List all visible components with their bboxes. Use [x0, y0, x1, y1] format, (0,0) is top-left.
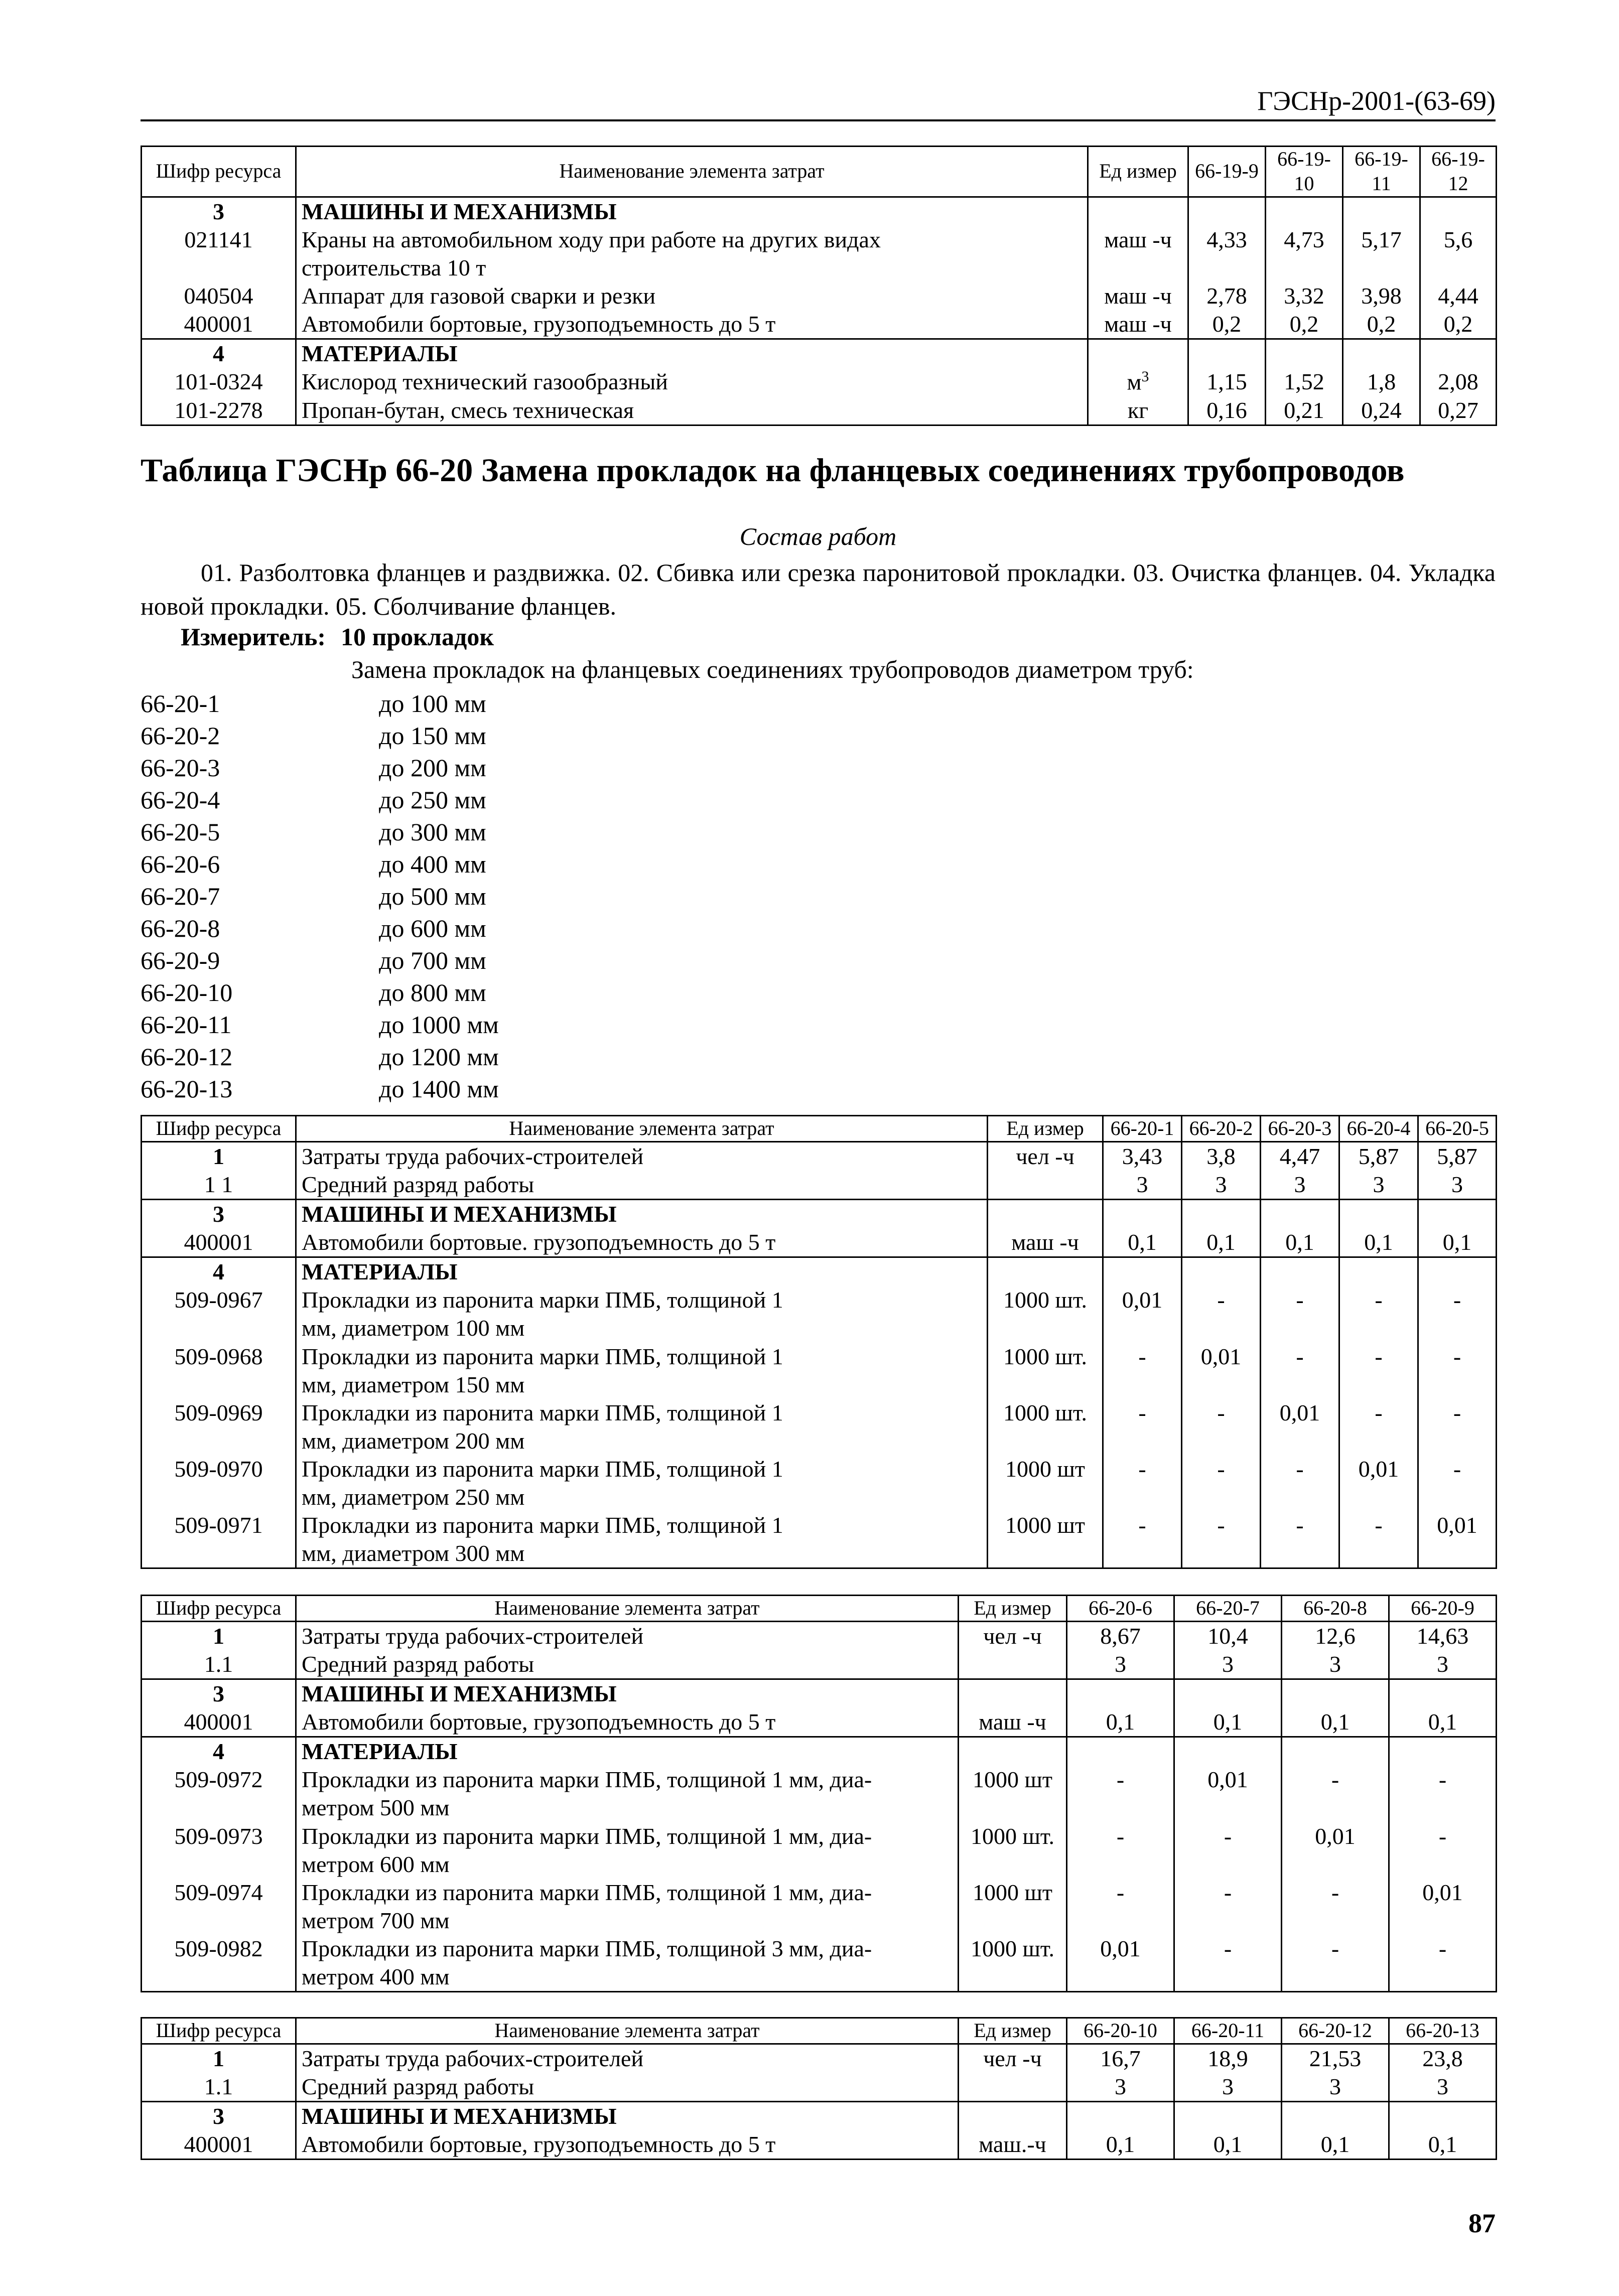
resource-code: 509-0974	[142, 1879, 296, 1935]
table-row	[142, 1141, 1497, 1171]
table-row	[142, 1343, 1497, 1399]
header-code: Шифр ресурса	[142, 147, 296, 197]
value-cell: 0,1	[1418, 1228, 1497, 1257]
works-composition-text: 01. Разболтовка фланцев и раздвижка. 02. Сбивка или срезка паронитовой прокладки. 03. Очистка фланцев. 04. Укладка новой прокладки. 05. Сболчивание фланцев.	[141, 558, 1496, 620]
value-cell: 5,87	[1418, 1141, 1497, 1171]
resource-code: 1.1	[142, 2073, 296, 2102]
section-name: МАТЕРИАЛЫ	[296, 339, 1088, 368]
value-cell: 0,1	[1182, 1228, 1261, 1257]
value-cell: -	[1282, 1766, 1389, 1822]
resource-table-66-19	[141, 146, 1497, 426]
list-item: 66-20-6 до 400 мм	[141, 850, 486, 878]
value-cell: -	[1182, 1455, 1261, 1511]
value-cell: -	[1182, 1286, 1261, 1342]
value-cell: -	[1418, 1343, 1497, 1399]
section-code: 4	[142, 339, 296, 368]
resource-name: Средний разряд работы	[296, 1171, 988, 1200]
resource-code: 400001	[142, 1708, 296, 1737]
resource-code: 1	[142, 1621, 296, 1650]
value-cell: -	[1174, 1935, 1282, 1992]
resource-code: 509-0970	[142, 1455, 296, 1511]
value-cell: 12,6	[1282, 1621, 1389, 1650]
header-col: 66-20-11	[1174, 2018, 1282, 2044]
section-row	[142, 1200, 1497, 1229]
value-cell: -	[1103, 1343, 1182, 1399]
value-cell: -	[1067, 1879, 1174, 1935]
resource-unit: 1000 шт.	[988, 1399, 1103, 1455]
value-cell: 5,87	[1339, 1141, 1418, 1171]
list-item: 66-20-1 до 100 мм	[141, 689, 486, 718]
resource-code: 101-2278	[142, 396, 296, 425]
resource-code: 509-0971	[142, 1511, 296, 1568]
value-cell: -	[1389, 1822, 1497, 1879]
table-row	[142, 1511, 1497, 1568]
resource-code: 1	[142, 2044, 296, 2073]
resource-table-66-20-a	[141, 1115, 1497, 1569]
resource-code: 1 1	[142, 1171, 296, 1200]
value-cell: 0,1	[1282, 1708, 1389, 1737]
table-row	[142, 368, 1497, 396]
header-col: 66-20-6	[1067, 1596, 1174, 1622]
table-row	[142, 1228, 1497, 1257]
resource-unit: маш -ч	[1088, 282, 1188, 310]
header-col: 66-20-1	[1103, 1116, 1182, 1142]
resource-table-66-20-b	[141, 1595, 1497, 1992]
table-row	[142, 1455, 1497, 1511]
value-cell: 0,01	[1261, 1399, 1339, 1455]
value-cell: 16,7	[1067, 2044, 1174, 2073]
value-cell: -	[1261, 1511, 1339, 1568]
section-row	[142, 1737, 1497, 1766]
section-code: 3	[142, 1679, 296, 1708]
list-item: 66-20-11 до 1000 мм	[141, 1011, 499, 1039]
measurement-unit	[181, 622, 509, 651]
value-cell: 0,27	[1420, 396, 1497, 425]
resource-name: Автомобили бортовые, грузоподъемность до 5 т	[296, 2130, 959, 2160]
header-col: 66-20-10	[1067, 2018, 1174, 2044]
list-item: 66-20-4 до 250 мм	[141, 786, 486, 814]
resource-code: 040504	[142, 282, 296, 310]
value-cell: -	[1174, 1822, 1282, 1879]
section-row	[142, 197, 1497, 226]
resource-name: Аппарат для газовой сварки и резки	[296, 282, 1088, 310]
resource-name: Средний разряд работы	[296, 1650, 959, 1679]
header-name: Наименование элемента затрат	[296, 1116, 988, 1142]
value-cell: 0,2	[1266, 310, 1343, 339]
value-cell: 0,2	[1188, 310, 1266, 339]
table-row	[142, 1766, 1497, 1822]
resource-code: 509-0973	[142, 1822, 296, 1879]
table-row	[142, 1935, 1497, 1992]
header-col: 66-19-9	[1188, 147, 1266, 197]
header-col: 66-20-7	[1174, 1596, 1282, 1622]
table-row	[142, 1621, 1497, 1650]
resource-name: Прокладки из паронита марки ПМБ, толщиной 1 мм, диа- метром 500 мм	[296, 1766, 959, 1822]
value-cell: -	[1067, 1822, 1174, 1879]
value-cell: 3	[1174, 2073, 1282, 2102]
section-code: 4	[142, 1737, 296, 1766]
value-cell: 4,73	[1266, 226, 1343, 282]
section-row	[142, 1257, 1497, 1286]
resource-unit: 1000 шт	[959, 1879, 1067, 1935]
value-cell: -	[1261, 1455, 1339, 1511]
value-cell: 0,2	[1343, 310, 1420, 339]
resource-name: Прокладки из паронита марки ПМБ, толщиной 1 мм, диаметром 200 мм	[296, 1399, 988, 1455]
value-cell: 0,21	[1266, 396, 1343, 425]
value-cell: 5,17	[1343, 226, 1420, 282]
resource-unit: кг	[1088, 396, 1188, 425]
value-cell: 3	[1389, 1650, 1497, 1679]
value-cell: 4,47	[1261, 1141, 1339, 1171]
list-item: 66-20-2 до 150 мм	[141, 722, 486, 750]
value-cell: 18,9	[1174, 2044, 1282, 2073]
resource-unit: 1000 шт.	[959, 1822, 1067, 1879]
value-cell: -	[1282, 1935, 1389, 1992]
resource-unit	[959, 2073, 1067, 2102]
value-cell: -	[1418, 1286, 1497, 1342]
table-row	[142, 1171, 1497, 1200]
value-cell: 23,8	[1389, 2044, 1497, 2073]
value-cell: 3	[1174, 1650, 1282, 1679]
table-row	[142, 226, 1497, 282]
resource-code: 400001	[142, 2130, 296, 2160]
value-cell: 2,08	[1420, 368, 1497, 396]
value-cell: 0,01	[1389, 1879, 1497, 1935]
value-cell: -	[1418, 1455, 1497, 1511]
value-cell: 0,1	[1103, 1228, 1182, 1257]
value-cell: 4,44	[1420, 282, 1497, 310]
table-header-row	[142, 1596, 1497, 1622]
section-row	[142, 339, 1497, 368]
norm-list-intro: Замена прокладок на фланцевых соединениях трубопроводов диаметром труб:	[351, 655, 1194, 683]
value-cell: -	[1389, 1935, 1497, 1992]
header-col: 66-20-13	[1389, 2018, 1497, 2044]
list-item: 66-20-10 до 800 мм	[141, 978, 486, 1007]
value-cell: 0,1	[1261, 1228, 1339, 1257]
value-cell: 0,01	[1182, 1343, 1261, 1399]
value-cell: 3	[1103, 1171, 1182, 1200]
page-number: 87	[1468, 2208, 1496, 2238]
header-name: Наименование элемента затрат	[296, 147, 1088, 197]
header-code: Шифр ресурса	[142, 2018, 296, 2044]
table-row	[142, 1708, 1497, 1737]
value-cell: 0,1	[1067, 1708, 1174, 1737]
section-code: 3	[142, 197, 296, 226]
resource-name: Прокладки из паронита марки ПМБ, толщиной 3 мм, диа- метром 400 мм	[296, 1935, 959, 1992]
meter-value: 10 прокладок	[341, 623, 494, 651]
section-name: МАШИНЫ И МЕХАНИЗМЫ	[296, 1200, 988, 1229]
value-cell: 4,33	[1188, 226, 1266, 282]
resource-code: 101-0324	[142, 368, 296, 396]
value-cell: 0,1	[1174, 1708, 1282, 1737]
table-row	[142, 1650, 1497, 1679]
value-cell: 3	[1282, 2073, 1389, 2102]
value-cell: 0,1	[1389, 2130, 1497, 2160]
table-row	[142, 1879, 1497, 1935]
resource-name: Прокладки из паронита марки ПМБ, толщиной 1 мм, диа- метром 700 мм	[296, 1879, 959, 1935]
header-col: 66-20-3	[1261, 1116, 1339, 1142]
section-row	[142, 2102, 1497, 2131]
table-row	[142, 310, 1497, 339]
resource-name: Краны на автомобильном ходу при работе на других видах строительства 10 т	[296, 226, 1088, 282]
section-name: МАТЕРИАЛЫ	[296, 1737, 959, 1766]
value-cell: 3	[1067, 2073, 1174, 2102]
table-row	[142, 2073, 1497, 2102]
resource-name: Кислород технический газообразный	[296, 368, 1088, 396]
resource-unit: 1000 шт.	[959, 1935, 1067, 1992]
header-unit: Ед измер	[959, 2018, 1067, 2044]
resource-name: Прокладки из паронита марки ПМБ, толщиной 1 мм, диаметром 300 мм	[296, 1511, 988, 1568]
value-cell: 3,43	[1103, 1141, 1182, 1171]
value-cell: 0,24	[1343, 396, 1420, 425]
section-name: МАШИНЫ И МЕХАНИЗМЫ	[296, 2102, 959, 2131]
resource-unit: 1000 шт	[988, 1511, 1103, 1568]
value-cell: 21,53	[1282, 2044, 1389, 2073]
header-unit: Ед измер	[959, 1596, 1067, 1622]
value-cell: 5,6	[1420, 226, 1497, 282]
table-row	[142, 1399, 1497, 1455]
value-cell: 1,52	[1266, 368, 1343, 396]
value-cell: 1,8	[1343, 368, 1420, 396]
header-col: 66-19-10	[1266, 147, 1343, 197]
norm-code-list	[141, 687, 499, 1105]
resource-unit: $м^3$	[1088, 368, 1188, 396]
table-row	[142, 1286, 1497, 1342]
resource-unit: маш -ч	[1088, 310, 1188, 339]
list-item: 66-20-9 до 700 мм	[141, 946, 486, 974]
resource-unit: чел -ч	[959, 2044, 1067, 2073]
value-cell: -	[1182, 1399, 1261, 1455]
table-row	[142, 1822, 1497, 1879]
resource-unit	[959, 1650, 1067, 1679]
value-cell: 2,78	[1188, 282, 1266, 310]
header-col: 66-20-5	[1418, 1116, 1497, 1142]
resource-name: Прокладки из паронита марки ПМБ, толщиной 1 мм, диаметром 150 мм	[296, 1343, 988, 1399]
header-col: 66-20-8	[1282, 1596, 1389, 1622]
value-cell: 3	[1182, 1171, 1261, 1200]
value-cell: -	[1174, 1879, 1282, 1935]
value-cell: 3	[1339, 1171, 1418, 1200]
table-header-row	[142, 2018, 1497, 2044]
value-cell: 3	[1067, 1650, 1174, 1679]
value-cell: 0,01	[1418, 1511, 1497, 1568]
list-item: 66-20-13 до 1400 мм	[141, 1075, 499, 1103]
header-code: Шифр ресурса	[142, 1596, 296, 1622]
list-item: 66-20-8 до 600 мм	[141, 914, 486, 942]
resource-unit: 1000 шт.	[988, 1343, 1103, 1399]
resource-unit: чел -ч	[988, 1141, 1103, 1171]
resource-code: 400001	[142, 1228, 296, 1257]
header-unit: Ед измер	[1088, 147, 1188, 197]
list-item: 66-20-5 до 300 мм	[141, 818, 486, 846]
section-name: МАТЕРИАЛЫ	[296, 1257, 988, 1286]
header-col: 66-20-4	[1339, 1116, 1418, 1142]
value-cell: -	[1339, 1343, 1418, 1399]
value-cell: 0,16	[1188, 396, 1266, 425]
resource-name: Автомобили бортовые, грузоподъемность до 5 т	[296, 1708, 959, 1737]
resource-code: 509-0967	[142, 1286, 296, 1342]
value-cell: 3	[1282, 1650, 1389, 1679]
value-cell: 3	[1418, 1171, 1497, 1200]
value-cell: 3	[1261, 1171, 1339, 1200]
header-name: Наименование элемента затрат	[296, 1596, 959, 1622]
resource-unit	[988, 1171, 1103, 1200]
value-cell: 0,1	[1174, 2130, 1282, 2160]
resource-name: Прокладки из паронита марки ПМБ, толщиной 1 мм, диаметром 100 мм	[296, 1286, 988, 1342]
list-item: 66-20-12 до 1200 мм	[141, 1043, 499, 1071]
resource-name: Автомобили бортовые, грузоподъемность до 5 т	[296, 310, 1088, 339]
resource-code: 509-0968	[142, 1343, 296, 1399]
value-cell: -	[1182, 1511, 1261, 1568]
value-cell: 0,1	[1067, 2130, 1174, 2160]
resource-table-66-20-c	[141, 2017, 1497, 2160]
resource-name: Пропан-бутан, смесь техническая	[296, 396, 1088, 425]
resource-code: 1	[142, 1141, 296, 1171]
value-cell: 0,01	[1339, 1455, 1418, 1511]
document-code-header: ГЭСНр-2001-(63-69)	[141, 85, 1496, 121]
resource-unit: чел -ч	[959, 1621, 1067, 1650]
table-header-row	[142, 147, 1497, 197]
resource-code: 400001	[142, 310, 296, 339]
header-col: 66-19-11	[1343, 147, 1420, 197]
section-code: 3	[142, 2102, 296, 2131]
section-title: Таблица ГЭСНр 66-20 Замена прокладок на фланцевых соединениях трубопроводов	[141, 452, 1405, 489]
value-cell: 3,8	[1182, 1141, 1261, 1171]
resource-name: Прокладки из паронита марки ПМБ, толщиной 1 мм, диаметром 250 мм	[296, 1455, 988, 1511]
value-cell: 0,1	[1339, 1228, 1418, 1257]
resource-name: Автомобили бортовые. грузоподъемность до 5 т	[296, 1228, 988, 1257]
value-cell: -	[1339, 1399, 1418, 1455]
value-cell: -	[1261, 1343, 1339, 1399]
table-row	[142, 2044, 1497, 2073]
value-cell: 3,98	[1343, 282, 1420, 310]
list-item: 66-20-7 до 500 мм	[141, 882, 486, 910]
value-cell: -	[1103, 1511, 1182, 1568]
resource-unit: 1000 шт	[988, 1455, 1103, 1511]
value-cell: -	[1339, 1286, 1418, 1342]
value-cell: -	[1103, 1455, 1182, 1511]
section-code: 3	[142, 1200, 296, 1229]
resource-code: 509-0969	[142, 1399, 296, 1455]
section-code: 4	[142, 1257, 296, 1286]
value-cell: 8,67	[1067, 1621, 1174, 1650]
list-item: 66-20-3 до 200 мм	[141, 754, 486, 782]
value-cell: 0,01	[1174, 1766, 1282, 1822]
resource-name: Прокладки из паронита марки ПМБ, толщиной 1 мм, диа- метром 600 мм	[296, 1822, 959, 1879]
resource-code: 1.1	[142, 1650, 296, 1679]
value-cell: 3	[1389, 2073, 1497, 2102]
resource-code: 509-0982	[142, 1935, 296, 1992]
value-cell: 10,4	[1174, 1621, 1282, 1650]
value-cell: -	[1389, 1766, 1497, 1822]
resource-unit: маш -ч	[959, 1708, 1067, 1737]
value-cell: 3,32	[1266, 282, 1343, 310]
resource-name: Затраты труда рабочих-строителей	[296, 1141, 988, 1171]
header-col: 66-20-2	[1182, 1116, 1261, 1142]
value-cell: 14,63	[1389, 1621, 1497, 1650]
resource-unit: маш -ч	[988, 1228, 1103, 1257]
resource-unit: маш.-ч	[959, 2130, 1067, 2160]
resource-code: 509-0972	[142, 1766, 296, 1822]
resource-unit: 1000 шт.	[988, 1286, 1103, 1342]
value-cell: 1,15	[1188, 368, 1266, 396]
table-row	[142, 2130, 1497, 2160]
value-cell: -	[1282, 1879, 1389, 1935]
resource-unit: маш -ч	[1088, 226, 1188, 282]
table-row	[142, 396, 1497, 425]
value-cell: -	[1418, 1399, 1497, 1455]
value-cell: 0,1	[1282, 2130, 1389, 2160]
value-cell: -	[1067, 1766, 1174, 1822]
header-col: 66-20-9	[1389, 1596, 1497, 1622]
section-name: МАШИНЫ И МЕХАНИЗМЫ	[296, 1679, 959, 1708]
section-row	[142, 1679, 1497, 1708]
header-name: Наименование элемента затрат	[296, 2018, 959, 2044]
header-unit: Ед измер	[988, 1116, 1103, 1142]
value-cell: 0,2	[1420, 310, 1497, 339]
value-cell: 0,01	[1282, 1822, 1389, 1879]
works-composition-heading: Состав работ	[739, 522, 897, 550]
resource-name: Затраты труда рабочих-строителей	[296, 2044, 959, 2073]
table-header-row	[142, 1116, 1497, 1142]
value-cell: -	[1261, 1286, 1339, 1342]
table-row	[142, 282, 1497, 310]
resource-unit: 1000 шт	[959, 1766, 1067, 1822]
value-cell: 0,01	[1067, 1935, 1174, 1992]
header-col: 66-20-12	[1282, 2018, 1389, 2044]
value-cell: 0,01	[1103, 1286, 1182, 1342]
value-cell: -	[1103, 1399, 1182, 1455]
value-cell: -	[1339, 1511, 1418, 1568]
resource-name: Средний разряд работы	[296, 2073, 959, 2102]
header-col: 66-19-12	[1420, 147, 1497, 197]
resource-name: Затраты труда рабочих-строителей	[296, 1621, 959, 1650]
header-code: Шифр ресурса	[142, 1116, 296, 1142]
section-name: МАШИНЫ И МЕХАНИЗМЫ	[296, 197, 1088, 226]
meter-label: Измеритель:	[181, 623, 326, 651]
value-cell: 0,1	[1389, 1708, 1497, 1737]
resource-code: 021141	[142, 226, 296, 282]
